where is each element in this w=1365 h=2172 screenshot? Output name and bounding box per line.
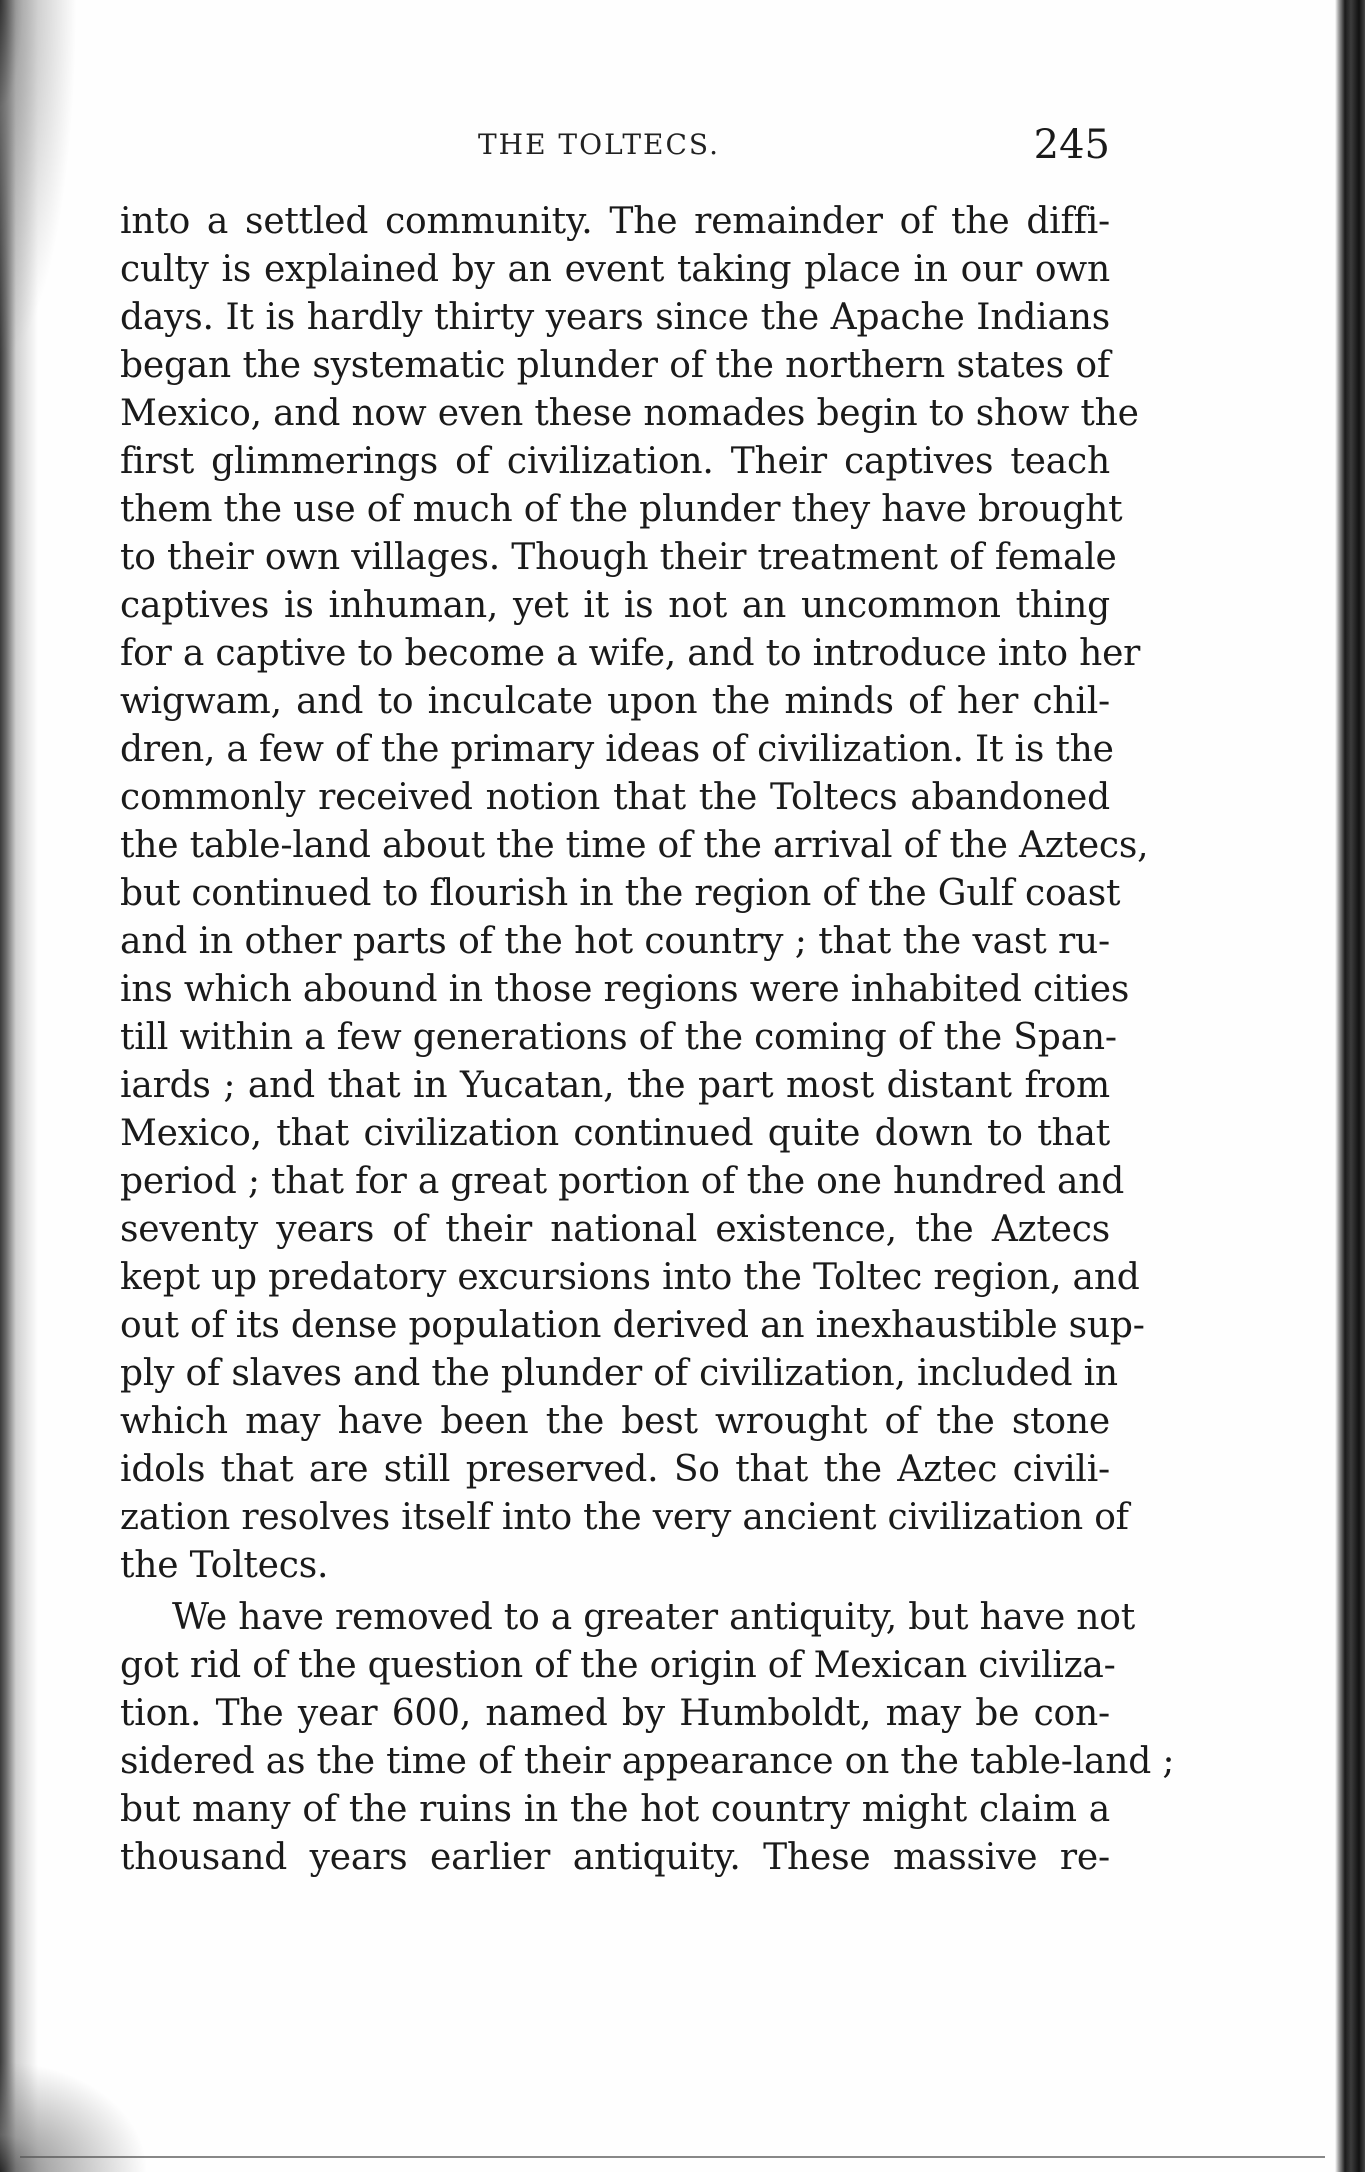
text-line: began the systematic plunder of the northern states of	[120, 345, 1110, 386]
page-corner-shadow	[0, 0, 90, 420]
text-line: dren, a few of the primary ideas of civilization. It is the	[120, 729, 1114, 770]
text-line: but many of the ruins in the hot country might claim a	[120, 1789, 1110, 1830]
running-title: THE TOLTECS.	[478, 128, 720, 161]
text-line: ins which abound in those regions were inhabited cities	[120, 969, 1130, 1010]
body-text	[120, 198, 1175, 1882]
text-line: into a settled community. The remainder of the diffi-	[120, 201, 1110, 242]
text-line: captives is inhuman, yet it is not an uncommon thing	[120, 585, 1110, 626]
text-line: out of its dense population derived an inexhaustible sup-	[120, 1305, 1145, 1346]
text-line: wigwam, and to inculcate upon the minds of her chil-	[120, 681, 1110, 722]
text-line: iards ; and that in Yucatan, the part most distant from	[120, 1065, 1110, 1106]
book-binding-edge	[1335, 0, 1365, 2172]
text-line: but continued to flourish in the region of the Gulf coast	[120, 873, 1121, 914]
paragraph	[120, 1594, 1175, 1882]
page-number: 245	[1033, 122, 1110, 168]
text-line: first glimmerings of civilization. Their captives teach	[120, 441, 1110, 482]
text-line: tion. The year 600, named by Humboldt, may be con-	[120, 1693, 1110, 1734]
text-line: commonly received notion that the Toltecs abandoned	[120, 777, 1110, 818]
text-line: sidered as the time of their appearance on the table-land ;	[120, 1741, 1175, 1782]
text-line: to their own villages. Though their treatment of female	[120, 537, 1117, 578]
text-line: till within a few generations of the coming of the Span-	[120, 1017, 1117, 1058]
text-line: zation resolves itself into the very ancient civilization of	[120, 1497, 1129, 1538]
running-header	[120, 122, 1110, 172]
text-line: We have removed to a greater antiquity, but have not	[172, 1597, 1136, 1638]
text-line: idols that are still preserved. So that the Aztec civili-	[120, 1449, 1110, 1490]
text-line: period ; that for a great portion of the one hundred and	[120, 1161, 1125, 1202]
text-line: culty is explained by an event taking place in our own	[120, 249, 1110, 290]
text-line: seventy years of their national existence, the Aztecs	[120, 1209, 1110, 1250]
text-line: Mexico, and now even these nomades begin to show the	[120, 393, 1139, 434]
text-line: thousand years earlier antiquity. These massive re-	[120, 1837, 1110, 1878]
text-line: and in other parts of the hot country ; that the vast ru-	[120, 921, 1110, 962]
text-line: the table-land about the time of the arrival of the Aztecs,	[120, 825, 1149, 866]
paragraph	[120, 198, 1149, 1590]
text-line: days. It is hardly thirty years since the Apache Indians	[120, 297, 1110, 338]
text-line: them the use of much of the plunder they have brought	[120, 489, 1123, 530]
text-line: which may have been the best wrought of the stone	[120, 1401, 1110, 1442]
text-line: Mexico, that civilization continued quite down to that	[120, 1113, 1110, 1154]
page-bottom-corner-shadow	[0, 2052, 160, 2172]
text-line: got rid of the question of the origin of Mexican civiliza-	[120, 1645, 1116, 1686]
text-line: for a captive to become a wife, and to introduce into her	[120, 633, 1141, 674]
text-line: kept up predatory excursions into the Toltec region, and	[120, 1257, 1140, 1298]
text-line: the Toltecs.	[120, 1545, 329, 1586]
page-bottom-edge	[20, 2156, 1325, 2158]
text-line: ply of slaves and the plunder of civilization, included in	[120, 1353, 1118, 1394]
